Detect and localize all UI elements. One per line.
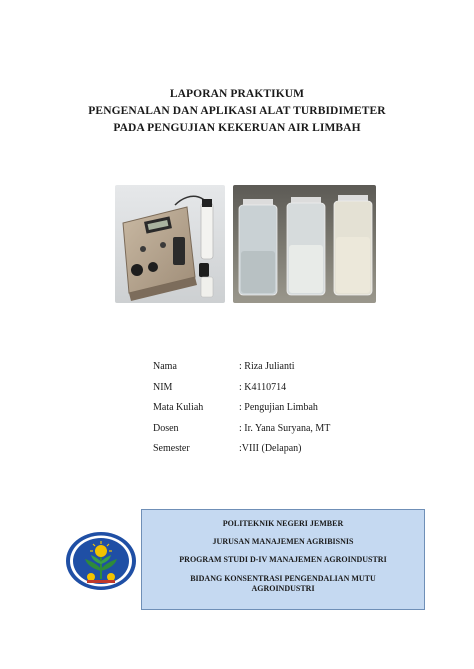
water-bottles-photo: [233, 185, 376, 303]
info-value: :VIII (Delapan): [239, 443, 302, 454]
turbidimeter-photo: [115, 185, 225, 303]
polije-emblem-logo: [65, 531, 137, 591]
info-value: : K4110714: [239, 381, 287, 393]
institution-line: POLITEKNIK NEGERI JEMBER: [222, 519, 344, 528]
institution-line: JURUSAN MANAJEMEN AGRIBISNIS: [212, 537, 354, 546]
title-line-2: PENGENALAN DAN APLIKASI ALAT TURBIDIMETER: [88, 105, 386, 117]
institution-line: PROGRAM STUDI D-IV MANAJEMEN AGROINDUSTRI: [179, 555, 387, 564]
institution-box: [141, 509, 425, 610]
institution-line: BIDANG KONSENTRASI PENGENDALIAN MUTU: [190, 574, 376, 583]
info-value: : Riza Julianti: [239, 361, 295, 372]
report-title: [0, 86, 474, 137]
info-label: Dosen: [153, 422, 179, 434]
title-line-3: PADA PENGUJIAN KEKERUAN AIR LIMBAH: [113, 122, 361, 134]
info-label: Nama: [153, 361, 177, 372]
info-value: : Pengujian Limbah: [239, 402, 318, 413]
institution-line: AGROINDUSTRI: [251, 584, 315, 593]
info-value: : Ir. Yana Suryana, MT: [239, 422, 331, 434]
title-line-1: LAPORAN PRAKTIKUM: [169, 88, 305, 100]
info-label: Semester: [153, 443, 190, 454]
info-label: Mata Kuliah: [153, 402, 204, 413]
info-label: NIM: [153, 381, 173, 393]
